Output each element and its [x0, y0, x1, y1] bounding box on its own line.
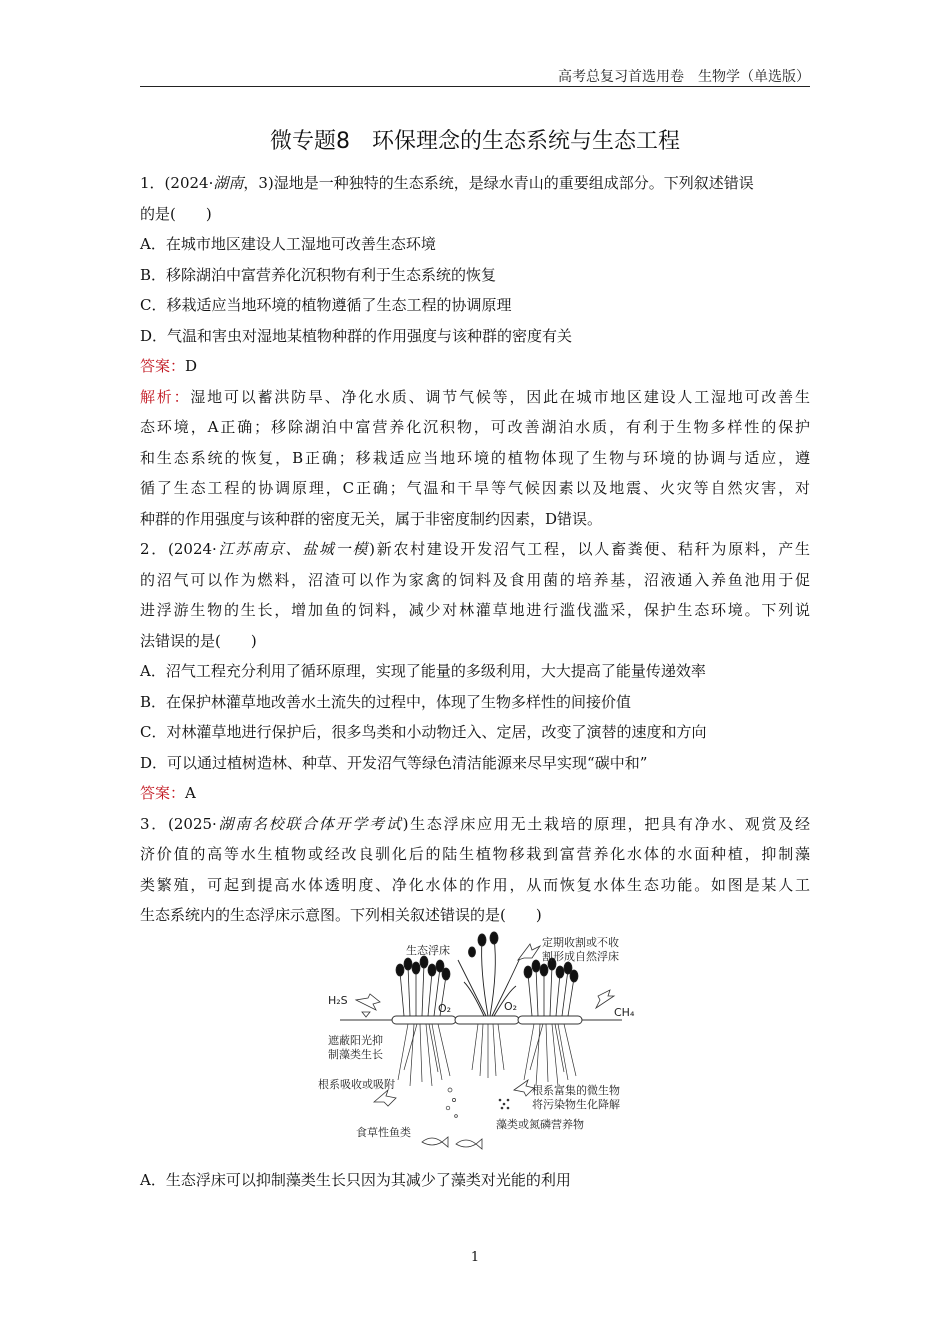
ch4-arrow-icon — [596, 990, 614, 1008]
q1-answer-label: 答案： — [140, 357, 186, 375]
q3-options — [140, 1165, 810, 1196]
label-float-bed: 生态浮床 — [406, 944, 450, 957]
q1-source: 湖南 — [213, 174, 244, 192]
microbe-arrow-icon — [514, 1080, 534, 1096]
water-level-icon — [362, 1012, 370, 1017]
float-panel-right — [518, 1016, 582, 1024]
floating-bed-diagram — [318, 930, 640, 1152]
roots-middle — [472, 1024, 504, 1078]
floating-bed-figure — [318, 930, 640, 1152]
q3-stem-line-1 — [140, 809, 810, 840]
label-o2-right: O₂ — [504, 1000, 518, 1013]
label-ch4: CH₄ — [614, 1006, 635, 1019]
q3-option-a: A．生态浮床可以抑制藻类生长只因为其减少了藻类对光能的利用 — [140, 1171, 571, 1189]
q3-stem-line-4: 生态系统内的生态浮床示意图。下列相关叙述错误的是( ) — [140, 906, 542, 924]
q1-analysis-label: 解析： — [140, 387, 191, 406]
roots-right — [524, 1024, 576, 1086]
q2-option-b: B．在保护林灌草地改善水土流失的过程中，体现了生物多样性的间接价值 — [140, 692, 632, 711]
q3-stem-line-3: 类繁殖，可起到提高水体透明度、净化水体的作用，从而恢复水体生态功能。如图是某人工 — [140, 875, 810, 894]
q1-option-d: D．气温和害虫对湿地某植物种群的作用强度与该种群的密度有关 — [140, 326, 573, 345]
label-shade-2: 制藻类生长 — [328, 1048, 383, 1061]
q3-stem-line-2: 济价值的高等水生植物或经改良驯化后的陆生植物移栽到富营养化水体的水面种植，抑制藻 — [140, 845, 810, 863]
label-fish: 食草性鱼类 — [356, 1126, 411, 1139]
label-h2s: H₂S — [328, 994, 348, 1007]
content — [140, 168, 810, 931]
harvest-arrow-icon — [518, 944, 540, 960]
q2-stem-line-3: 进浮游生物的生长，增加鱼的饲料，减少对林灌草地进行滥伐滥采，保护生态环境。下列说 — [140, 601, 810, 619]
plant-cluster-right — [524, 958, 578, 1016]
q2-stem-prefix: 2．(2024· — [140, 540, 217, 558]
q2-option-d: D．可以通过植树造林、种草、开发沼气等绿色清洁能源来尽早实现“碳中和” — [140, 753, 648, 772]
q2-option-c: C．对林灌草地进行保护后，很多鸟类和小动物迁入、定居，改变了演替的速度和方向 — [140, 723, 707, 741]
roots-absorb-arrow-icon — [374, 1090, 396, 1106]
q3-stem-prefix: 3．(2025· — [140, 814, 217, 833]
label-harvest-2: 割形成自然浮床 — [542, 950, 619, 963]
label-microbe-1: 根系富集的微生物 — [532, 1084, 620, 1097]
q2-stem-line-2: 的沼气可以作为燃料，沼渣可以作为家禽的饲料及食用菌的培养基，沼液通入养鱼池用于促 — [140, 570, 810, 589]
q2-source: 江苏南京、盐城一模 — [216, 540, 370, 558]
label-harvest-1: 定期收割或不收 — [542, 936, 619, 949]
fish-icon — [422, 1137, 482, 1149]
q3-source: 湖南名校联合体开学考试 — [216, 814, 403, 833]
q1-option-a: A．在城市地区建设人工湿地可改善生态环境 — [140, 235, 436, 253]
q1-analysis-text-1: 湿地可以蓄洪防旱、净化水质、调节气候等，因此在城市地区建设人工湿地可改善生 — [190, 387, 810, 406]
q2-option-a: A．沼气工程充分利用了循环原理，实现了能量的多级利用，大大提高了能量传递效率 — [140, 662, 706, 680]
q3-stem-text: )生态浮床应用无土栽培的原理，把具有净水、观赏及经 — [402, 814, 810, 833]
float-panel-left — [392, 1016, 456, 1024]
label-o2-left: O₂ — [438, 1002, 452, 1015]
label-roots-absorb: 根系吸收或吸附 — [318, 1078, 395, 1091]
bubbles — [446, 1088, 457, 1117]
q1-analysis-line-3: 和生态系统的恢复，B正确；移栽适应当地环境的植物体现了生物与环境的协调与适应，遵 — [140, 448, 810, 467]
roots-left — [398, 1024, 450, 1086]
label-microbe-2: 将污染物生化降解 — [532, 1098, 620, 1111]
header-rule — [140, 86, 810, 87]
q2-stem-line-4: 法错误的是( ) — [140, 631, 257, 650]
q1-analysis-line-5: 种群的作用强度与该种群的密度无关，属于非密度制约因素，D错误。 — [140, 509, 603, 528]
q2-stem-text: )新农村建设开发沼气工程，以人畜粪便、秸秆为原料，产生 — [369, 540, 810, 558]
page-title: 微专题8 环保理念的生态系统与生态工程 — [270, 129, 680, 154]
q1-stem-line-1 — [140, 168, 810, 199]
algae-dots — [499, 1099, 510, 1110]
float-panel-middle — [455, 1016, 519, 1024]
q1-option-c: C．移栽适应当地环境的植物遵循了生态工程的协调原理 — [140, 296, 512, 314]
label-algae-nutrients: 藻类或氮磷营养物 — [496, 1118, 584, 1131]
q2-answer-value: A — [185, 784, 196, 802]
q2-answer-label: 答案： — [140, 784, 186, 802]
q1-analysis-line-1 — [140, 382, 810, 413]
q1-answer — [140, 351, 810, 382]
running-header: 高考总复习首选用卷 生物学（单选版） — [558, 69, 810, 85]
q1-stem-text: ，3)湿地是一种独特的生态系统，是绿水青山的重要组成部分。下列叙述错误 — [243, 174, 754, 192]
q1-stem-line-2: 的是( ) — [140, 204, 212, 223]
q1-analysis-line-2: 态环境，A正确；移除湖泊中富营养化沉积物，可改善湖泊水质，有利于生物多样性的保护 — [140, 418, 810, 436]
page-number: 1 — [470, 1250, 480, 1265]
q1-analysis-line-4: 循了生态工程的协调原理，C正确；气温和干旱等气候因素以及地震、火灾等自然灾害，对 — [140, 479, 810, 497]
label-shade-1: 遮蔽阳光抑 — [328, 1034, 383, 1047]
q1-stem-prefix: 1．(2024· — [140, 174, 214, 192]
q1-answer-value: D — [185, 357, 198, 375]
q1-option-b: B．移除湖泊中富营养化沉积物有利于生态系统的恢复 — [140, 265, 497, 284]
q2-answer — [140, 778, 810, 809]
q2-stem-line-1 — [140, 534, 810, 565]
h2s-arrow-icon — [356, 994, 380, 1010]
